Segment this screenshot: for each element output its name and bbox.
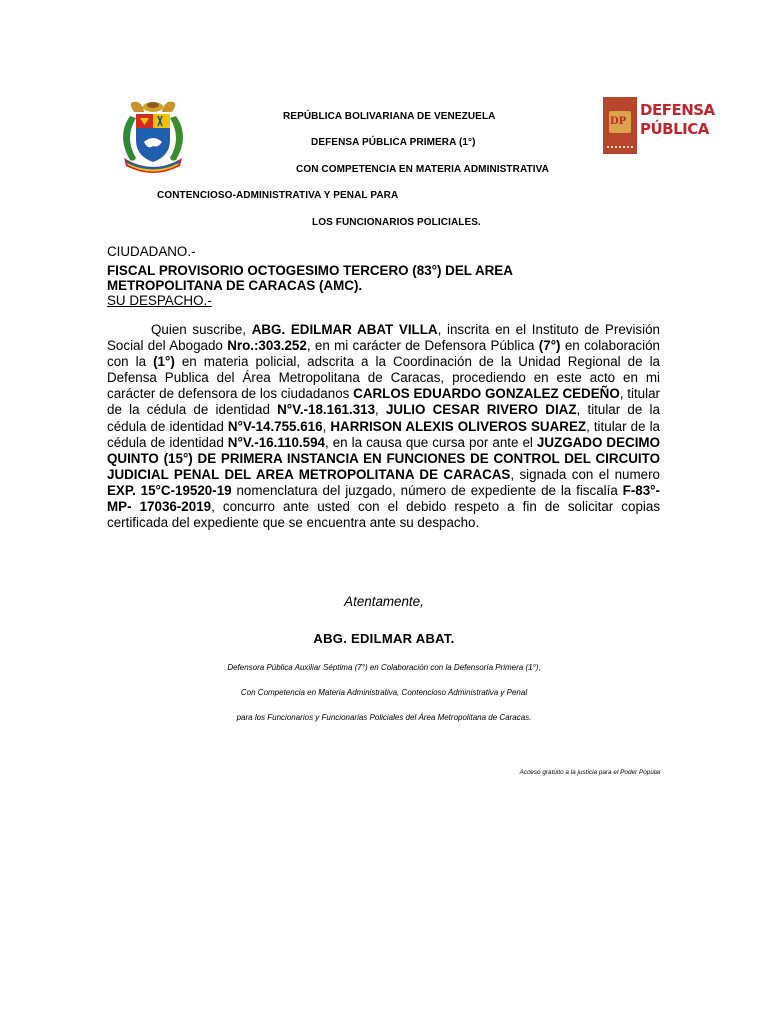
signer-name: ABG. EDILMAR ABAT. [313,631,455,646]
defensa-publica-logo [603,97,715,154]
registration-number: Nro.:303.252 [227,338,307,354]
recipient-line1: FISCAL PROVISORIO OCTOGESIMO TERCERO (83°) DEL AREA [107,263,513,278]
court-name: JUZGADO DECIMO QUINTO (15°) DE PRIMERA INSTANCIA EN FUNCIONES DE CONTROL DEL CIRCUITO JUDICIAL PENAL DEL AREA METROPOLITANA DE CARACAS [107,434,660,482]
citizen-2-id: N°V-14.755.616 [227,418,323,434]
header-matter: CONTENCIOSO-ADMINISTRATIVA Y PENAL PARA [157,190,399,201]
citizen-2: JULIO CESAR RIVERO DIAZ [385,402,577,418]
farewell: Atentamente, [344,594,424,609]
coat-of-arms-logo [112,98,194,174]
dp-seal-icon: DP [603,97,637,154]
citizen-3: HARRISON ALEXIS OLIVEROS SUAREZ [330,418,587,434]
citizen-1: CARLOS EDUARDO GONZALEZ CEDEÑO [353,386,620,402]
recipient-line2: METROPOLITANA DE CARACAS (AMC). [107,278,363,293]
signer-role-line1: Defensora Pública Auxiliar Séptima (7°) en Colaboración con la Defensoría Primera (1°), [227,663,541,672]
header-officials: LOS FUNCIONARIOS POLICIALES. [312,217,481,228]
footer-slogan: Acceso gratuito a la justicia para el Poder Popular [519,769,661,776]
attorney-name: ABG. EDILMAR ABAT VILLA [251,322,438,337]
citizen-1-id: N°V.-18.161.313 [277,402,376,418]
signer-role-line2: Con Competencia en Materia Administrativa, Contencioso Administrativa y Penal [240,688,528,697]
body-paragraph: Quien suscribe, ABG. EDILMAR ABAT VILLA, inscrita en el Instituto de Previsión Social del Abogado Nro.:303.252, en mi carácter de Defensora Pública (7°) en colaboración con la (1°) en materia policial, adscrita a la Coordinación de la Unidad Regional de la Defensa Publica del Área Metropolitana de Caracas, procediendo en este acto en mi carácter de defensora de los ciudadanos CARLOS EDUARDO GONZALEZ CEDEÑO, titular de la cédula de identidad N°V.-18.161.313, JULIO CESAR RIVERO DIAZ, titular de la cédula de identidad N°V-14.755.616, HARRISON ALEXIS OLIVEROS SUAREZ, titular de la cédula de identidad N°V.-16.110.594, en la causa que cursa por ante el JUZGADO DECIMO QUINTO (15°) DE PRIMERA INSTANCIA EN FUNCIONES DE CONTROL DEL CIRCUITO JUDICIAL PENAL DEL AREA METROPOLITANA DE CARACAS, signada con el numero EXP. 15°C-19520-19 nomenclatura del juzgado, número de expediente de la fiscalía F-83°-MP- 17036-2019, concurro ante usted con el debido respeto a fin de solicitar copias certificada del expediente que se encuentra ante su despacho. [107,322,661,531]
logo-word-defensa: DEFENSA [640,101,715,119]
salutation: CIUDADANO.- [107,244,196,259]
case-number: EXP. 15°C-19520-19 [107,482,232,498]
header-office: DEFENSA PÚBLICA PRIMERA (1°) [311,137,476,148]
prosecutor-file-number: F-83°-MP- 17036-2019 [107,482,660,515]
citizen-3-id: N°V.-16.110.594 [227,434,325,450]
signer-role-line3: para los Funcionarios y Funcionarias Policiales del Área Metropolitana de Caracas. [236,713,532,722]
header-competence: CON COMPETENCIA EN MATERIA ADMINISTRATIVA [296,164,549,175]
header-country: REPÚBLICA BOLIVARIANA DE VENEZUELA [283,111,496,122]
office-line: SU DESPACHO.- [107,293,212,308]
logo-word-publica: PÚBLICA [640,120,709,138]
